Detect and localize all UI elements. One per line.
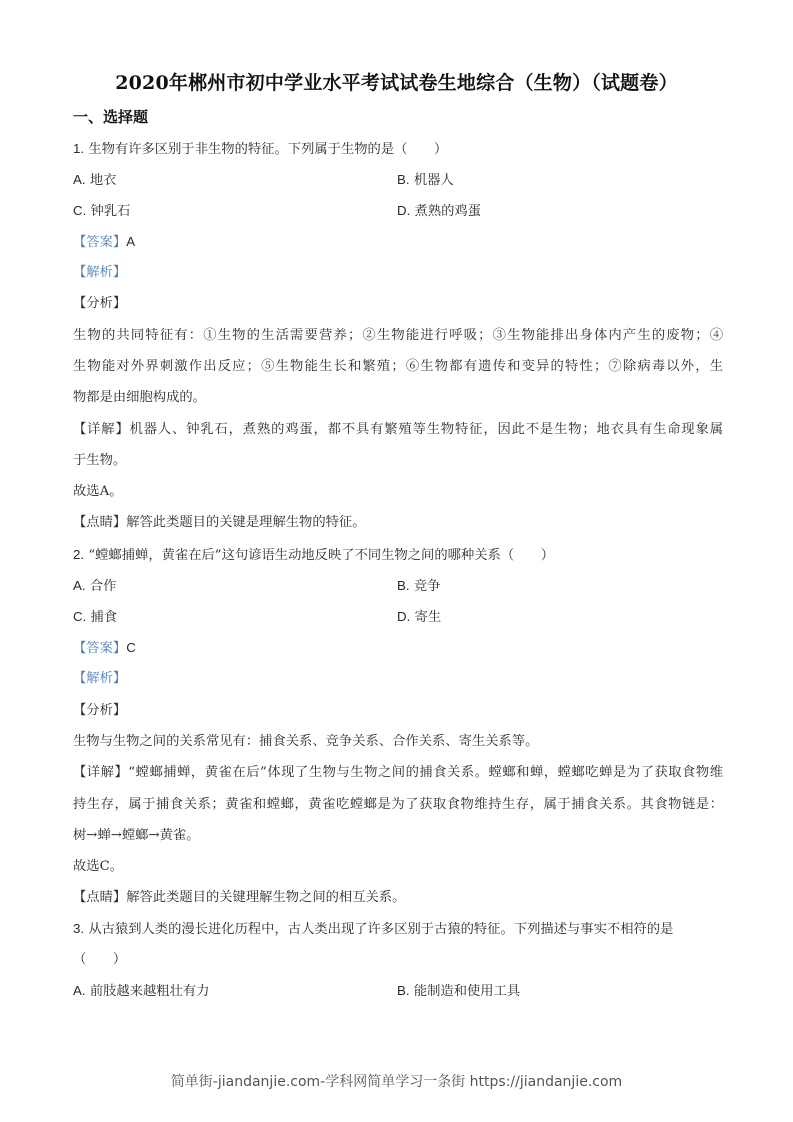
- q1-option-c: [73, 202, 130, 221]
- option-letter: B.: [397, 578, 410, 593]
- question-2-stem: [73, 546, 554, 565]
- q1-answer: [73, 233, 135, 252]
- option-letter: A.: [73, 983, 86, 998]
- option-text: 捕食: [90, 610, 118, 625]
- option-text: 煮熟的鸡蛋: [414, 204, 482, 219]
- comment-label: 【点睛】: [73, 890, 127, 905]
- q2-fenxi-label: 【分析】: [73, 703, 127, 718]
- option-letter: D.: [397, 609, 411, 624]
- q3-option-b: [397, 982, 520, 1001]
- document-title: 2020年郴州市初中学业水平考试试卷生地综合（生物）（试题卷）: [115, 72, 678, 94]
- q2-jiexi-label: 【解析】: [73, 671, 127, 686]
- option-letter: B.: [397, 172, 410, 187]
- q2-option-a: [73, 577, 116, 596]
- question-3-stem: [73, 920, 673, 939]
- q1-analysis-line-1: 生物的共同特征有：①生物的生活需要营养；②生物能进行呼吸；③生物能排出身体内产生的废物；④: [73, 328, 723, 343]
- question-text: 生物有许多区别于非生物的特征。下列属于生物的是（ ）: [88, 142, 448, 157]
- option-text: 能制造和使用工具: [413, 984, 521, 999]
- question-text: 从古猿到人类的漫长进化历程中，古人类出现了许多区别于古猿的特征。下列描述与事实不相符的是: [88, 922, 674, 937]
- option-letter: C.: [73, 609, 87, 624]
- section-heading: 一、选择题: [73, 108, 149, 126]
- q2-detail-line-2: 持生存，属于捕食关系；黄雀和螳螂，黄雀吃螳螂是为了获取食物维持生存，属于捕食关系。其食物链是：: [73, 797, 723, 812]
- question-1-stem: [73, 140, 447, 159]
- q2-option-c: [73, 608, 117, 627]
- detail-text: 机器人、钟乳石，煮熟的鸡蛋，都不具有繁殖等生物特征，因此不是生物；地衣具有生命现象属: [129, 422, 724, 437]
- answer-value: C: [126, 640, 136, 655]
- q1-analysis-line-2: 生物能对外界刺激作出反应；⑤生物能生长和繁殖；⑥生物都有遗传和变异的特性；⑦除病毒以外，生: [73, 359, 723, 374]
- option-text: 前肢越来越粗壮有力: [89, 984, 210, 999]
- option-letter: C.: [73, 203, 87, 218]
- option-text: 合作: [89, 579, 117, 594]
- q2-option-b: [397, 577, 440, 596]
- q2-comment: [73, 889, 405, 907]
- detail-label: 【详解】: [73, 765, 129, 780]
- q1-conclusion: 故选A。: [73, 484, 123, 499]
- question-number: 3.: [73, 921, 85, 936]
- question-text: “螳螂捕蝉，黄雀在后”这句谚语生动地反映了不同生物之间的哪种关系（ ）: [88, 548, 555, 563]
- q1-analysis-line-3: 物都是由细胞构成的。: [73, 390, 206, 405]
- q3-option-a: [73, 982, 209, 1001]
- answer-label: 【答案】: [73, 235, 127, 250]
- question-number: 2.: [73, 547, 85, 562]
- answer-label: 【答案】: [73, 641, 127, 656]
- option-text: 竞争: [413, 579, 441, 594]
- q1-jiexi-label: 【解析】: [73, 265, 127, 280]
- q2-answer: [73, 639, 136, 658]
- option-letter: A.: [73, 172, 86, 187]
- option-text: 寄生: [414, 610, 442, 625]
- q1-option-a: [73, 171, 116, 190]
- option-text: 钟乳石: [90, 204, 131, 219]
- q2-detail-line-3: 树→蝉→螳螂→黄雀。: [73, 828, 200, 843]
- comment-label: 【点睛】: [73, 515, 127, 530]
- q1-fenxi-label: 【分析】: [73, 296, 127, 311]
- option-text: 机器人: [413, 173, 454, 188]
- comment-text: 解答此类题目的关键是理解生物的特征。: [126, 515, 366, 530]
- q2-conclusion: 故选C。: [73, 859, 124, 874]
- detail-text: “螳螂捕蝉，黄雀在后”体现了生物与生物之间的捕食关系。螳螂和蝉，螳螂吃蝉是为了获取食物维: [128, 765, 723, 780]
- comment-text: 解答此类题目的关键理解生物之间的相互关系。: [126, 890, 406, 905]
- question-3-stem-cont: （ ）: [73, 952, 127, 967]
- option-letter: B.: [397, 983, 410, 998]
- option-text: 地衣: [89, 173, 117, 188]
- detail-label: 【详解】: [73, 422, 130, 437]
- answer-value: A: [126, 234, 136, 249]
- q1-comment: [73, 514, 366, 532]
- option-letter: A.: [73, 578, 86, 593]
- q2-analysis-line-1: 生物与生物之间的关系常见有：捕食关系、竞争关系、合作关系、寄生关系等。: [73, 734, 539, 749]
- question-number: 1.: [73, 141, 85, 156]
- q1-option-b: [397, 171, 454, 190]
- footer-watermark: 简单街-jiandanjie.com-学科网简单学习一条街 https://jiandanjie.com: [170, 1074, 623, 1090]
- q2-option-d: [397, 608, 441, 627]
- q2-detail-line-1: [73, 764, 723, 782]
- option-letter: D.: [397, 203, 411, 218]
- q1-detail-line-1: [73, 421, 723, 439]
- q1-detail-line-2: 于生物。: [73, 453, 127, 468]
- q1-option-d: [397, 202, 481, 221]
